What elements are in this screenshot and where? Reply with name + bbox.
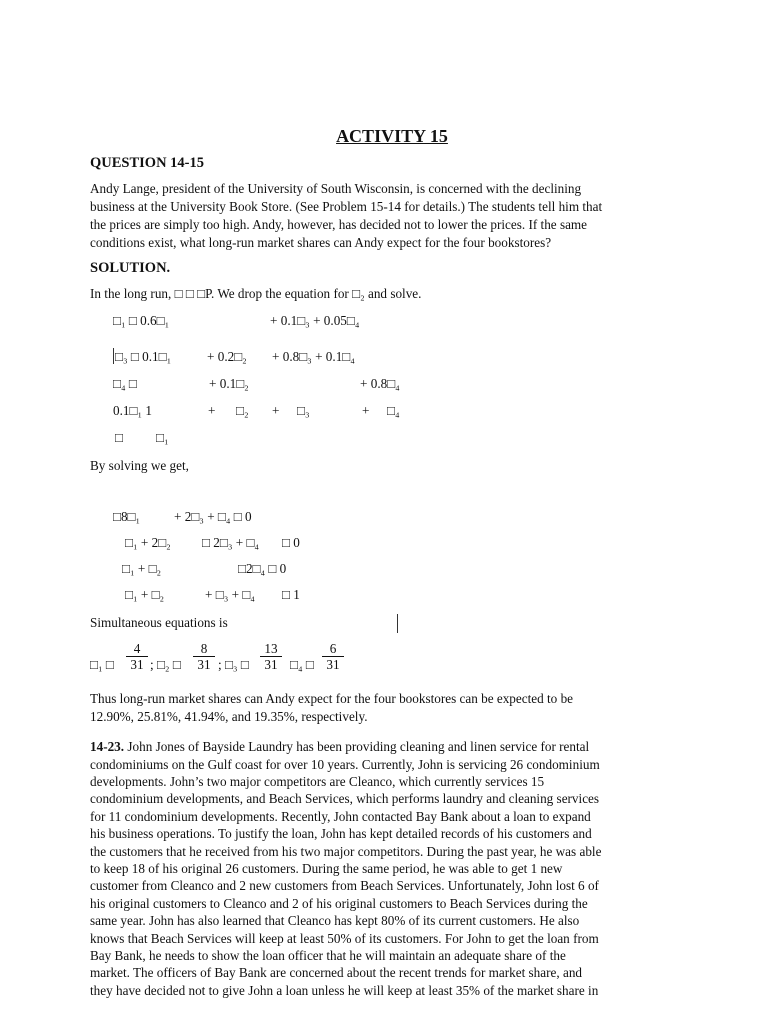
fraction-numerator: 8 [200, 641, 208, 656]
problem-line: condominiums on the Gulf coast for over 10 years. Currently, John is servicing 26 condominium [90, 756, 600, 772]
equation-term: □8□₁ [113, 509, 141, 524]
fraction-numerator: 13 [264, 641, 278, 656]
equation-term: □₂ [236, 403, 249, 418]
fraction-denominator: 31 [130, 657, 144, 672]
problem-text: John Jones of Bayside Laundry has been providing cleaning and linen service for rental [124, 739, 590, 754]
equation-term: □₁ [156, 430, 169, 445]
equation-term: + 0.2□₂ [207, 349, 247, 364]
problem-line: developments. John’s two major competitors are Cleanco, which currently services 15 [90, 773, 545, 789]
equation-term: + [362, 403, 370, 418]
equation-term: □ 2□₃ + □₄ [202, 535, 260, 550]
fraction-p2 [193, 641, 215, 672]
fraction-p1 [126, 641, 148, 672]
question-heading: QUESTION 14-15 [90, 155, 205, 171]
equation-term: □₁ + 2□₂ [125, 535, 171, 550]
problem-line: knows that Beach Services will keep at least 50% of its customers. For John to get the loan from [90, 930, 599, 946]
problem-line: to keep 18 of his original 26 customers. During the same period, he was able to get 1 new [90, 860, 563, 876]
fraction-denominator: 31 [264, 657, 278, 672]
equation-term: + [208, 403, 216, 418]
equation-term: □₁ + □₂ [125, 587, 165, 602]
equation-term: □₄ □ [113, 376, 137, 391]
conclusion-line: Thus long-run market shares can Andy expect for the four bookstores can be expected to be [90, 691, 574, 706]
problem-line: his business operations. To justify the loan, John has kept detailed records of his customers and [90, 826, 592, 842]
equation-term: □ [115, 430, 123, 445]
result-p3-label: ; □₃ □ [218, 657, 249, 672]
question-line: the prices are simply too high. Andy, however, has decided not to lower the prices. If the same [90, 217, 588, 232]
problem-line: they have decided not to give John a loan unless he will keep at least 35% of the market share in [90, 982, 599, 998]
question-line: conditions exist, what long-run market shares can Andy expect for the four bookstores? [90, 235, 552, 250]
equation-term: □₁ + □₂ [122, 561, 162, 576]
problem-number: 14-23. [90, 739, 125, 754]
question-line: Andy Lange, president of the University of South Wisconsin, is concerned with the declining [90, 181, 582, 196]
text-cursor [113, 348, 114, 364]
conclusion-line: 12.90%, 25.81%, 41.94%, and 19.35%, respectively. [90, 709, 368, 724]
problem-line: Bay Bank, he needs to show the loan officer that he will maintain an adequate share of the [90, 947, 566, 963]
problem-line: his original customers to Cleanco and 2 of his original customers to Beach Services during the [90, 895, 588, 911]
equation-term: + 0.1□₃ + 0.05□₄ [270, 313, 360, 328]
problem-line: condominium developments, and Beach Services, which performs laundry and cleaning services [90, 791, 600, 807]
equation-term: □₁ □ 0.6□₁ [113, 313, 170, 328]
problem-line: customer from Cleanco and 2 new customers from Beach Services. Unfortunately, John lost 6 of [90, 878, 599, 894]
equation-term: □ 0 [282, 535, 300, 550]
question-line: business at the University Book Store. (See Problem 15-14 for details.) The students tell him that [90, 199, 603, 214]
solution-heading: SOLUTION. [90, 260, 171, 276]
equation-term: 0.1□₁ 1 [113, 403, 152, 418]
fraction-numerator: 6 [329, 641, 337, 656]
equation-term: + 0.8□₃ + 0.1□₄ [272, 349, 355, 364]
text-cursor [397, 614, 398, 633]
problem-line: same year. John has also learned that Cleanco has kept 80% of its current customers. He also [90, 913, 580, 929]
by-solving-text: By solving we get, [90, 458, 189, 473]
problem-line: the customers that he received from his two major competitors. During the past year, he was able [90, 843, 602, 859]
equation-term: □ 1 [282, 587, 300, 602]
page-title: ACTIVITY 15 [336, 126, 448, 146]
equation-term: + □₃ + □₄ [205, 587, 255, 602]
result-p1-label: □₁ □ [90, 657, 114, 672]
intro-line: In the long run, □ □ □P. We drop the equation for □₂ and solve. [90, 286, 422, 301]
problem-line: for 11 condominium developments. Recently, John contacted Bay Bank about a loan to expand [90, 808, 591, 824]
fraction-numerator: 4 [133, 641, 141, 656]
problem-line: market. The officers of Bay Bank are concerned about the recent trends for market share, and [90, 965, 583, 981]
equation-term: □₃ [297, 403, 310, 418]
equation-term: + 2□₃ + □₄ □ 0 [174, 509, 252, 524]
result-p2-label: ; □₂ □ [150, 657, 181, 672]
equation-term: □₃ □ 0.1□₁ [115, 349, 172, 364]
equation-term: + 0.8□₄ [360, 376, 400, 391]
fraction-denominator: 31 [326, 657, 340, 672]
fraction-denominator: 31 [197, 657, 211, 672]
fraction-p4 [322, 641, 344, 672]
equation-term: + 0.1□₂ [209, 376, 249, 391]
fraction-p3 [260, 641, 282, 672]
equation-term: □2□₄ □ 0 [238, 561, 287, 576]
result-p4-label: □₄ □ [290, 657, 314, 672]
equation-term: + [272, 403, 280, 418]
problem-first-line [90, 739, 589, 755]
equation-term: □₄ [387, 403, 400, 418]
simultaneous-text: Simultaneous equations is [90, 615, 228, 630]
